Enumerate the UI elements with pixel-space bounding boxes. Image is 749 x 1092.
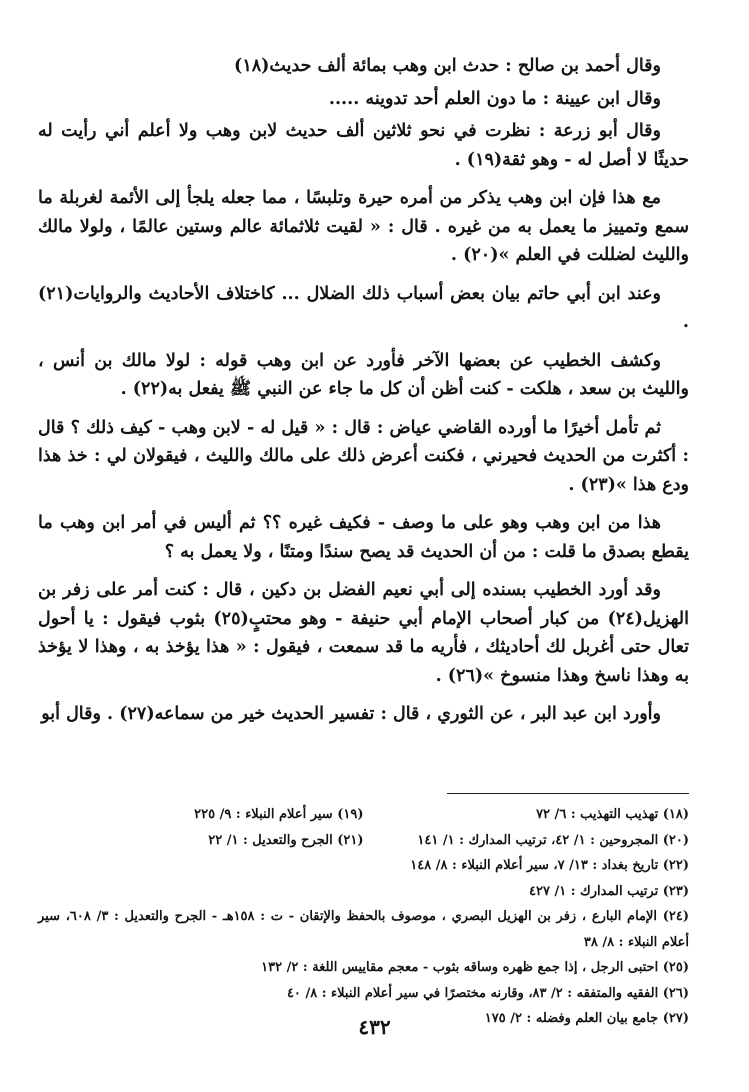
footnote-20: (٢٠) المجروحين : ١/ ٤٢، ترتيب المدارك : ١/ ١٤١	[417, 832, 689, 848]
page-number: ٤٣٢	[358, 1015, 391, 1039]
paragraph-ibn-abi-hatim: وعند ابن أبي حاتم بيان بعض أسباب ذلك الضلال ... كاختلاف الأحاديث والروايات(٢١) .	[38, 283, 689, 332]
footnote-row	[38, 828, 689, 854]
footnote-23: (٢٣) ترتيب المدارك : ١/ ٤٢٧	[528, 883, 689, 899]
footnotes	[38, 802, 689, 1032]
paragraph-qadi-iyad: ثم تأمل أخيرًا ما أورده القاضي عياض : قال : « قيل له - لابن وهب - كيف ذلك ؟ قال : أكثرت من الحديث فحيرني ، فكنت أعرض ذلك على مالك والليث ، فيقولان لي : خذ هذا ودع هذا »(٢٣) .	[38, 417, 689, 495]
paragraph-al-khatib: وكشف الخطيب عن بعضها الآخر فأورد عن ابن وهب قوله : لولا مالك بن أنس ، والليث بن سعد ، هلكت - كنت أظن أن كل ما جاء عن النبي ﷺ يفعل به(٢٢) .	[38, 350, 689, 399]
footnote-18: (١٨) تهذيب التهذيب : ٦/ ٧٢	[536, 807, 689, 822]
paragraph-ibn-abd-al-barr: وأورد ابن عبد البر ، عن الثوري ، قال : تفسير الحديث خير من سماعه(٢٧) . وقال أبو	[41, 704, 661, 724]
footnote-24: (٢٤) الإمام البارع ، زفر بن الهزيل البصري ، موصوف بالحفظ والإتقان - ت : ١٥٨هـ - الجرح والتعديل : ٣/ ٦٠٨، سير أعلام النبلاء : ٨/ ٣٨	[38, 909, 689, 950]
footnote-22: (٢٢) تاريخ بغداد : ١٣/ ٧، سير أعلام النبلاء : ٨/ ١٤٨	[410, 858, 689, 873]
footnote-27: (٢٧) جامع بيان العلم وفضله : ٢/ ١٧٥	[484, 1011, 689, 1026]
footnote-25: (٢٥) احتبى الرجل ، إذا جمع ظهره وساقه بثوب - معجم مقاييس اللغة : ٢/ ١٣٢	[261, 960, 689, 975]
paragraph-ibn-uyaynah: وقال ابن عيينة : ما دون العلم أحد تدوينه .....	[328, 88, 661, 109]
paragraph-conclusion-question: هذا من ابن وهب وهو على ما وصف - فكيف غيره ؟؟ ثم أليس في أمر ابن وهب ما يقطع بصدق ما قلت : من أن الحديث قد يصح سندًا ومتنًا ، ولا يعمل به ؟	[38, 513, 689, 562]
footnote-divider	[447, 793, 689, 794]
paragraph-zufar-ibn-hudhail: وقد أورد الخطيب بسنده إلى أبي نعيم الفضل بن دكين ، قال : كنت أمر على زفر بن الهزيل(٢٤) من كبار أصحاب الإمام أبي حنيفة - وهو محتبٍ(٢٥) بثوب فيقول : يا أحول تعال حتى أغربل لك أحاديثك ، فأريه ما قد سمعت ، فيقول : « هذا يؤخذ به ، وهذا لا يؤخذ به وهذا ناسخ وهذا منسوخ »(٢٦) .	[38, 580, 689, 686]
footnote-26: (٢٦) الفقيه والمتفقه : ٢/ ٨٣، وقارنه مختصرًا في سير أعلام النبلاء : ٨/ ٤٠	[286, 985, 689, 1001]
paragraph-abu-zurah: وقال أبو زرعة : نظرت في نحو ثلاثين ألف حديث لابن وهب ولا أعلم أني رأيت له حديثًا لا أصل له - وهو ثقة(١٩) .	[38, 121, 689, 170]
paragraph-ibn-wahb-confusion: مع هذا فإن ابن وهب يذكر من أمره حيرة وتلبسًا ، مما جعله يلجأ إلى الأئمة لغربلة ما سمع وتمييز ما يعمل به من غيره . قال : « لقيت ثلاثمائة عالم وستين عالمًا ، ولولا مالك والليث لضللت في العلم »(٢٠) .	[38, 188, 689, 265]
main-text	[38, 52, 689, 733]
paragraph-ahmad-ibn-salih: وقال أحمد بن صالح : حدث ابن وهب بمائة ألف حديث(١٨)	[234, 56, 661, 76]
footnote-21: (٢١) الجرح والتعديل : ١/ ٢٢	[208, 832, 364, 848]
footnote-row	[38, 802, 689, 828]
footnote-19: (١٩) سير أعلام النبلاء : ٩/ ٢٢٥	[194, 807, 364, 822]
